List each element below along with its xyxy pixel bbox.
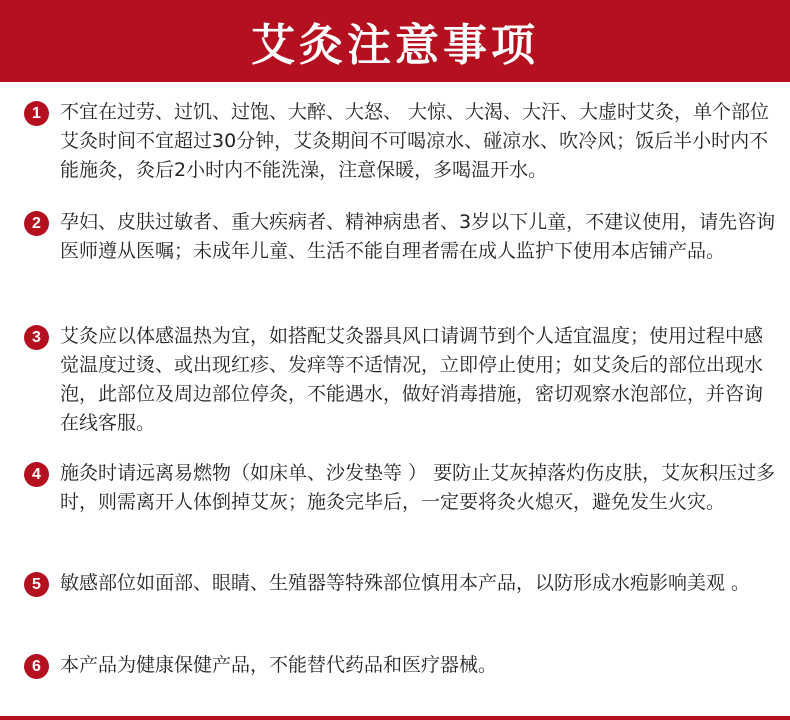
- number-badge: 5: [24, 572, 49, 597]
- list-item-text: 本产品为健康保健产品，不能替代药品和医疗器械。: [60, 654, 498, 676]
- list-item-text: 敏感部位如面部、眼睛、生殖器等特殊部位慎用本产品，以防形成水疱影响美观 。: [60, 572, 751, 594]
- number-badge: 4: [24, 462, 49, 487]
- number-badge: 3: [24, 325, 49, 350]
- page-title: 艾灸注意事项: [251, 20, 539, 71]
- header-banner: [0, 0, 790, 82]
- number-badge: 1: [24, 101, 49, 126]
- list-item-text: 孕妇、皮肤过敏者、重大疾病者、精神病患者、3岁以下儿童，不建议使用，请先咨询医师遵从医嘱；未成年儿童、生活不能自理者需在成人监护下使用本店铺产品。: [60, 211, 776, 262]
- number-badge: 2: [24, 211, 49, 236]
- number-badge: 6: [24, 654, 49, 679]
- list-item-text: 施灸时请远离易燃物（如床单、沙发垫等 ） 要防止艾灰掉落灼伤皮肤，艾灰积压过多时，则需离开人体倒掉艾灰；施灸完毕后，一定要将灸火熄灭，避免发生火灾。: [60, 462, 776, 513]
- list-item-text: 艾灸应以体感温热为宜，如搭配艾灸器具风口请调节到个人适宜温度；使用过程中感觉温度过烫、或出现红疹、发痒等不适情况，立即停止使用；如艾灸后的部位出现水泡，此部位及周边部位停灸，不能遇水，做好消毒措施，密切观察水泡部位，并咨询在线客服。: [60, 325, 764, 434]
- bottom-divider: [0, 716, 790, 720]
- list-item-text: 不宜在过劳、过饥、过饱、大醉、大怒、 大惊、大渴、大汗、大虚时艾灸，单个部位艾灸时间不宜超过30分钟，艾灸期间不可喝凉水、碰凉水、吹冷风；饭后半小时内不能施灸，灸后2小时内不能洗澡，注意保暖，多喝温开水。: [60, 101, 770, 181]
